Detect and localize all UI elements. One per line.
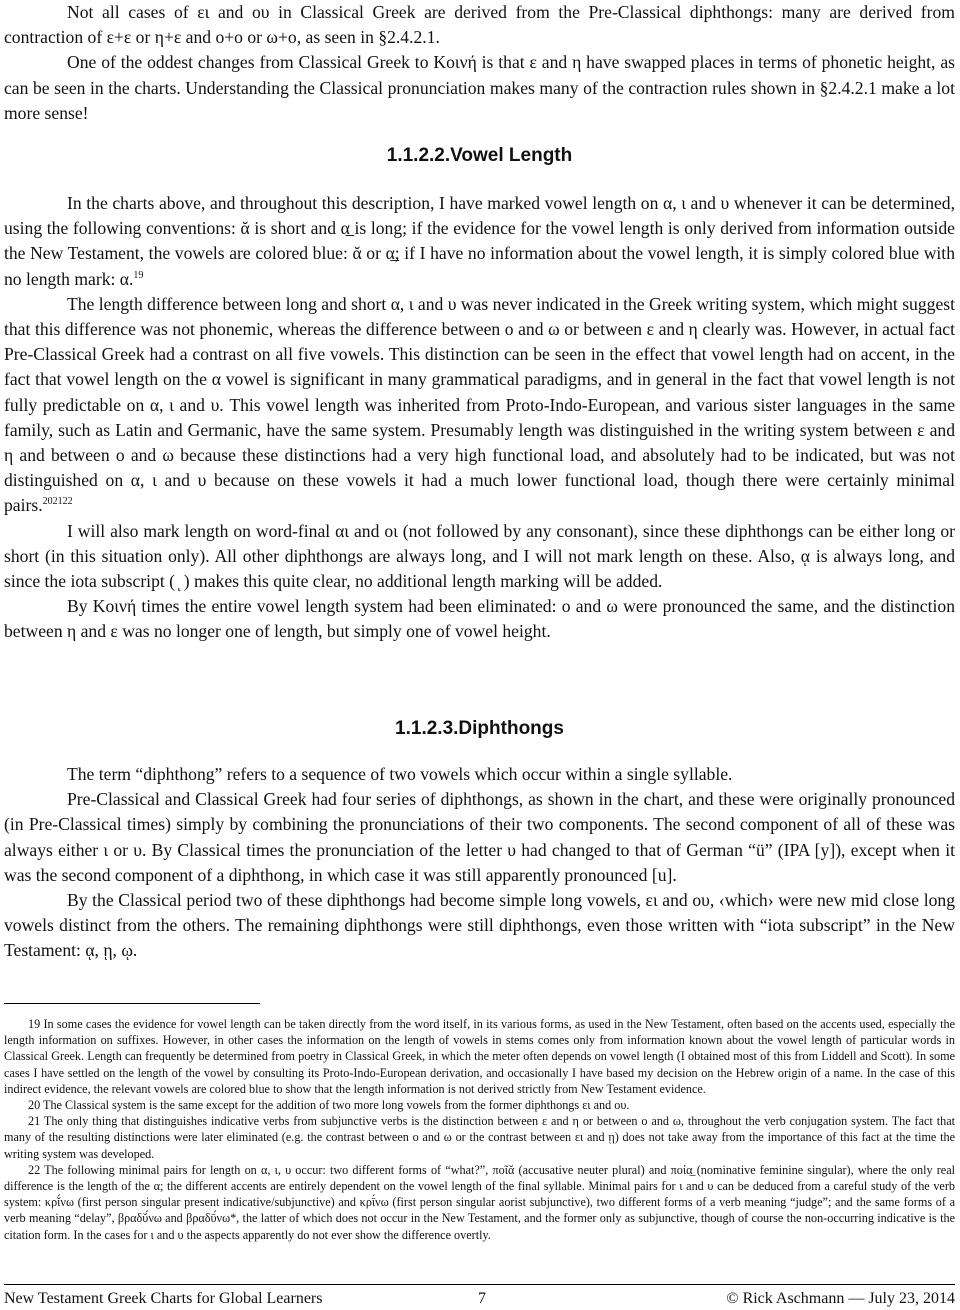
vowel-length-paragraph-4: By Κοινή times the entire vowel length system had been eliminated: ο and ω were pronounced the same, and the distinction between η and ε was no longer one of length, but simply one of vowel height. [4, 596, 955, 642]
footnotes [4, 1016, 955, 1243]
footnote-ref-21[interactable]: 21 [52, 496, 63, 508]
diphthongs-paragraph-1: The term “diphthong” refers to a sequence of two vowels which occur within a single syllable. [67, 764, 733, 784]
diphthongs-paragraph-2: Pre-Classical and Classical Greek had four series of diphthongs, as shown in the chart, and these were originally pronounced (in Pre-Classical times) simply by combining the pronunciations of their two components. The second component of all of these was always either ι or υ. By Classical times the pronunciation of the letter υ had changed to that of German “ü” (IPA [y]), except when it was the second component of a diphthong, in which case it was still apparently pronounced [u]. [4, 789, 955, 885]
section-title: Diphthongs [458, 718, 564, 739]
footnote-19: 19 In some cases the evidence for vowel length can be taken directly from the word itself, in its various forms, as used in the New Testament, often based on the accents used, especially the length information on suffixes. However, in other cases the information on the length of vowels in stems comes only from information known about the vowel length of particular words in Classical Greek. Length can frequently be determined from poetry in Classical Greek, in which the meter often depends on vowel length (I obtained most of this from Liddell and Scott). In some cases I have settled on the length of the vowel by consulting its Proto-Indo-European derivation, and occasionally I have based my decision on the Hebrew origin of a name. In the case of this indirect evidence, the relevant vowels are colored blue to show that the length information is not derived strictly from New Testament evidence. [4, 1017, 955, 1096]
paragraph-text: In the charts above, and throughout this description, I have marked vowel length on α, ι and υ whenever it can be determined, using the following conventions: ᾰ is short and α̲ is long; if the evidence for the vowel length is only derived from information outside the New Testament, the vowels are colored blue: ᾰ or α̲; if I have no information about the vowel length, it is simply colored blue with no length mark: α. [4, 193, 955, 289]
vowel-length-paragraph-1 [4, 191, 955, 292]
footnote-22: 22 The following minimal pairs for length on α, ι, υ occur: two different forms of “what?”, ποῖᾰ (accusative neuter plural) and ποία̲ (nominative feminine singular), where the only real difference is the length of the α; the different accents are entirely dependent on the vowel length of the final syllable. Minimal pairs for ι and υ can be deduced from a careful study of the verb system: κρῐ́νω (first person singular present indicative/subjunctive) and κρῑ́νω (first person singular aorist subjunctive), two different forms of a verb meaning “judge”; and the same forms of a verb meaning “delay”, βραδῠ́νω and βραδῡ́νω*, the latter of which does not occur in the New Testament, and the former only as subjunctive, though of course the non-occurring indicative is the citation form. In the cases for ι and υ the aspects apparently do not ever show the difference overtly. [4, 1162, 955, 1242]
intro-paragraph-1: Not all cases of ει and ου in Classical Greek are derived from the Pre-Classical diphthongs: many are derived from contraction of ε+ε or η+ε and ο+ο or ω+ο, as seen in §2.4.2.1. [4, 2, 955, 48]
vowel-length-paragraph-2 [4, 292, 955, 519]
page-number: 7 [478, 1290, 486, 1307]
page-footer [4, 1284, 955, 1307]
diphthongs-section [4, 762, 955, 964]
intro-paragraph-2: One of the oddest changes from Classical Greek to Κοινή is that ε and η have swapped places in terms of phonetic height, as can be seen in the charts. Understanding the Classical pronunciation makes many of the contraction rules shown in §2.4.2.1 make a lot more sense! [4, 52, 955, 123]
footnote-ref-20[interactable]: 20 [42, 496, 53, 508]
section-heading-vowel-length [4, 143, 955, 169]
paragraph-text: The length difference between long and short α, ι and υ was never indicated in the Greek writing system, which might suggest that this difference was not phonemic, whereas the difference between ο and ω or between ε and η clearly was. However, in actual fact Pre-Classical Greek had a contrast on all five vowels. This distinction can be seen in the effect that vowel length had on accent, in the fact that vowel length on the α vowel is significant in many grammatical paradigms, and in general in the fact that vowel length is not fully predictable on α, ι and υ. This vowel length was inherited from Proto-Indo-European, and various sister languages in the same family, such as Latin and Germanic, have the same system. Presumably length was distinguished in the writing system between ε and η and between ο and ω because these distinctions had a very high functional load, and absolutely had to be indicated, but was not distinguished on α, ι and υ because on these vowels it had a much lower functional load, though there were certainly minimal pairs. [4, 293, 955, 516]
vowel-length-section [4, 191, 955, 645]
footnote-21: 21 The only thing that distinguishes indicative verbs from subjunctive verbs is the distinction between ε and η or between ο and ω, throughout the verb conjugation system. The fact that many of the resulting distinctions were later eliminated (e.g. the contrast between ο and ω or the contrast between ει and ῃ) does not take away from the importance of this fact at the time the writing system was developed. [4, 1114, 955, 1161]
section-title: Vowel Length [450, 145, 573, 166]
section-heading-diphthongs [4, 716, 955, 742]
diphthongs-paragraph-3: By the Classical period two of these diphthongs had become simple long vowels, ει and ου, ‹which› were new mid close long vowels distinct from the others. The remaining diphthongs were still diphthongs, even those written with “iota subscript” in the New Testament: ᾳ, ῃ, ῳ. [4, 890, 955, 961]
footer-title: New Testament Greek Charts for Global Learners [4, 1290, 323, 1307]
footer-copyright: © Rick Aschmann — July 23, 2014 [726, 1290, 955, 1307]
footnote-ref-22[interactable]: 22 [62, 496, 73, 508]
vowel-length-paragraph-3: I will also mark length on word-final αι and οι (not followed by any consonant), since these diphthongs can be either long or short (in this situation only). All other diphthongs are always long, and I will not mark length on these. Also, ᾳ is always long, and since the iota subscript ( ͅ ) makes this quite clear, no additional length marking will be added. [4, 520, 955, 592]
section-number: 1.1.2.2. [386, 145, 451, 166]
intro-block [4, 0, 955, 126]
footnote-divider [4, 1003, 260, 1004]
footnote-ref-19[interactable]: 19 [133, 269, 144, 281]
section-number: 1.1.2.3. [395, 718, 459, 739]
footnote-20: 20 The Classical system is the same except for the addition of two more long vowels from the former diphthongs ει and ου. [28, 1098, 630, 1113]
